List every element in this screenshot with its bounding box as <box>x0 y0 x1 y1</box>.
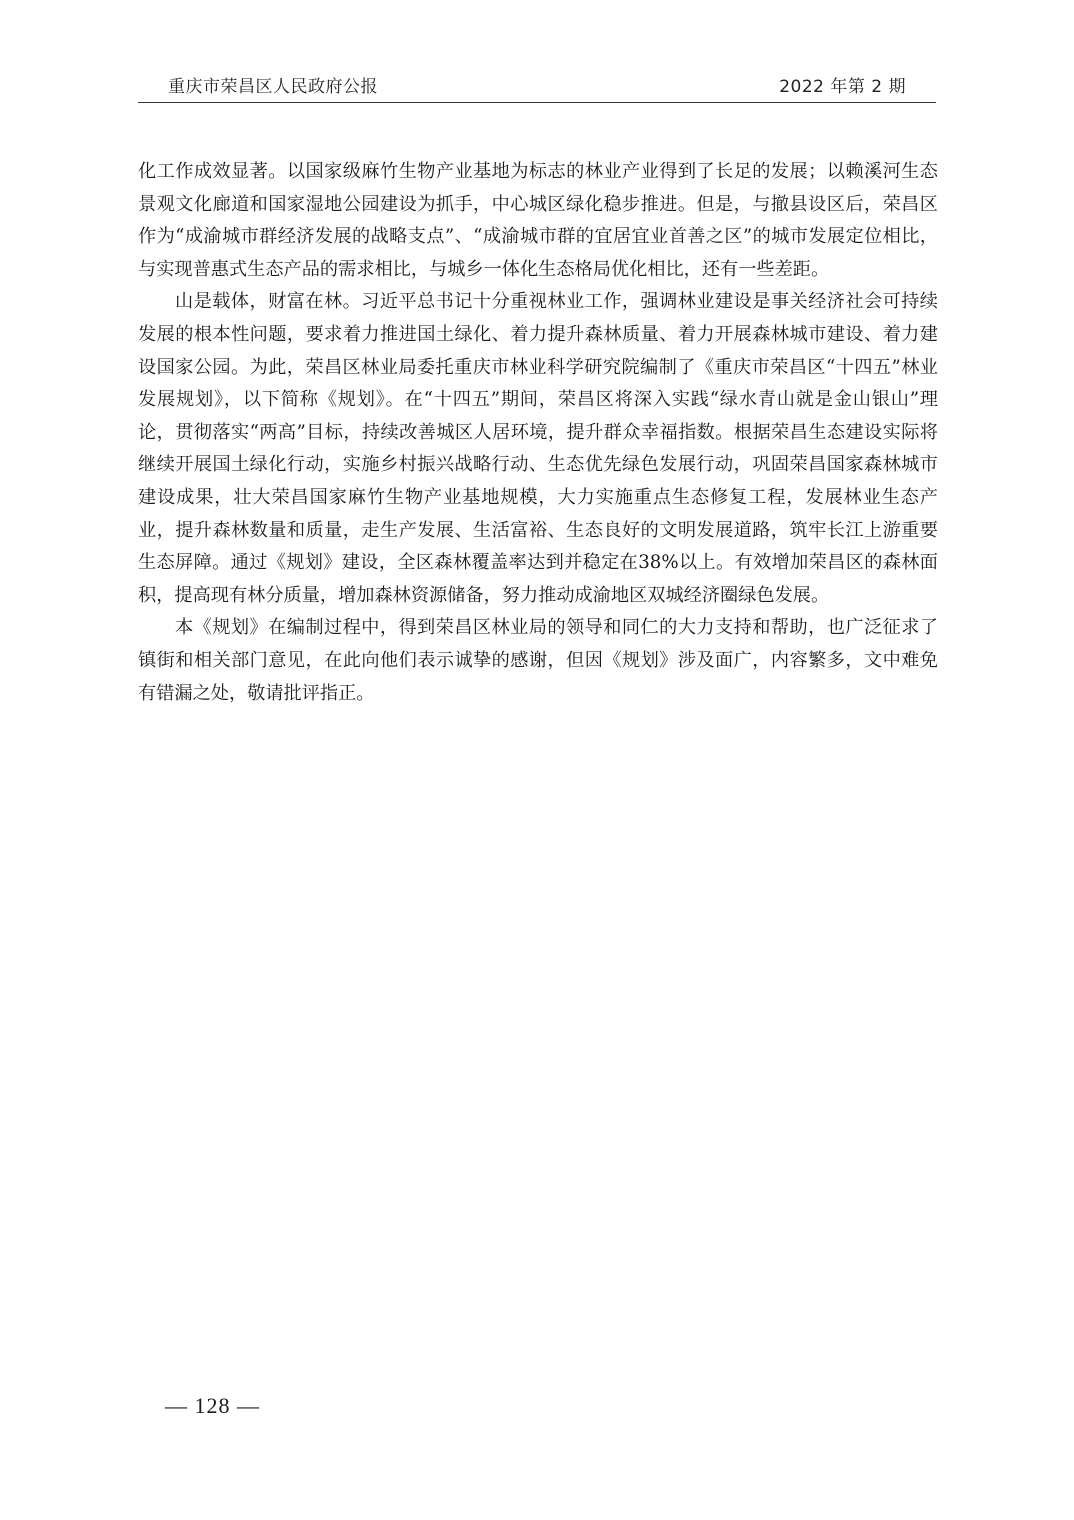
paragraph-acknowledgement: 本《规划》在编制过程中，得到荣昌区林业局的领导和同仁的大力支持和帮助，也广泛征求了镇街和相关部门意见，在此向他们表示诚挚的感谢，但因《规划》涉及面广，内容繁多，文中难免有错漏之处，敬请批评指正。 <box>138 617 938 704</box>
document-body <box>138 156 938 710</box>
publication-title: 重庆市荣昌区人民政府公报 <box>168 77 378 97</box>
issue-number: 2022 年第 2 期 <box>779 77 906 97</box>
page-header <box>138 76 936 103</box>
paragraph-continuation: 化工作成效显著。以国家级麻竹生物产业基地为标志的林业产业得到了长足的发展；以赖溪河生态景观文化廊道和国家湿地公园建设为抓手，中心城区绿化稳步推进。但是，与撤县设区后，荣昌区作为“成渝城市群经济发展的战略支点”、“成渝城市群的宜居宜业首善之区”的城市发展定位相比，与实现普惠式生态产品的需求相比，与城乡一体化生态格局优化相比，还有一些差距。 <box>138 161 938 280</box>
paragraph-forestry-planning: 山是载体，财富在林。习近平总书记十分重视林业工作，强调林业建设是事关经济社会可持续发展的根本性问题，要求着力推进国土绿化、着力提升森林质量、着力开展森林城市建设、着力建设国家公园。为此，荣昌区林业局委托重庆市林业科学研究院编制了《重庆市荣昌区“十四五”林业发展规划》，以下简称《规划》。在“十四五”期间，荣昌区将深入实践“绿水青山就是金山银山”理论，贯彻落实“两高”目标，持续改善城区人居环境，提升群众幸福指数。根据荣昌生态建设实际将继续开展国土绿化行动，实施乡村振兴战略行动、生态优先绿色发展行动，巩固荣昌国家森林城市建设成果，壮大荣昌国家麻竹生物产业基地规模，大力实施重点生态修复工程，发展林业生态产业，提升森林数量和质量，走生产发展、生活富裕、生态良好的文明发展道路，筑牢长江上游重要生态屏障。通过《规划》建设，全区森林覆盖率达到并稳定在38%以上。有效增加荣昌区的森林面积，提高现有林分质量，增加森林资源储备，努力推动成渝地区双城经济圈绿色发展。 <box>138 291 938 606</box>
page-number: — 128 — <box>165 1393 260 1418</box>
